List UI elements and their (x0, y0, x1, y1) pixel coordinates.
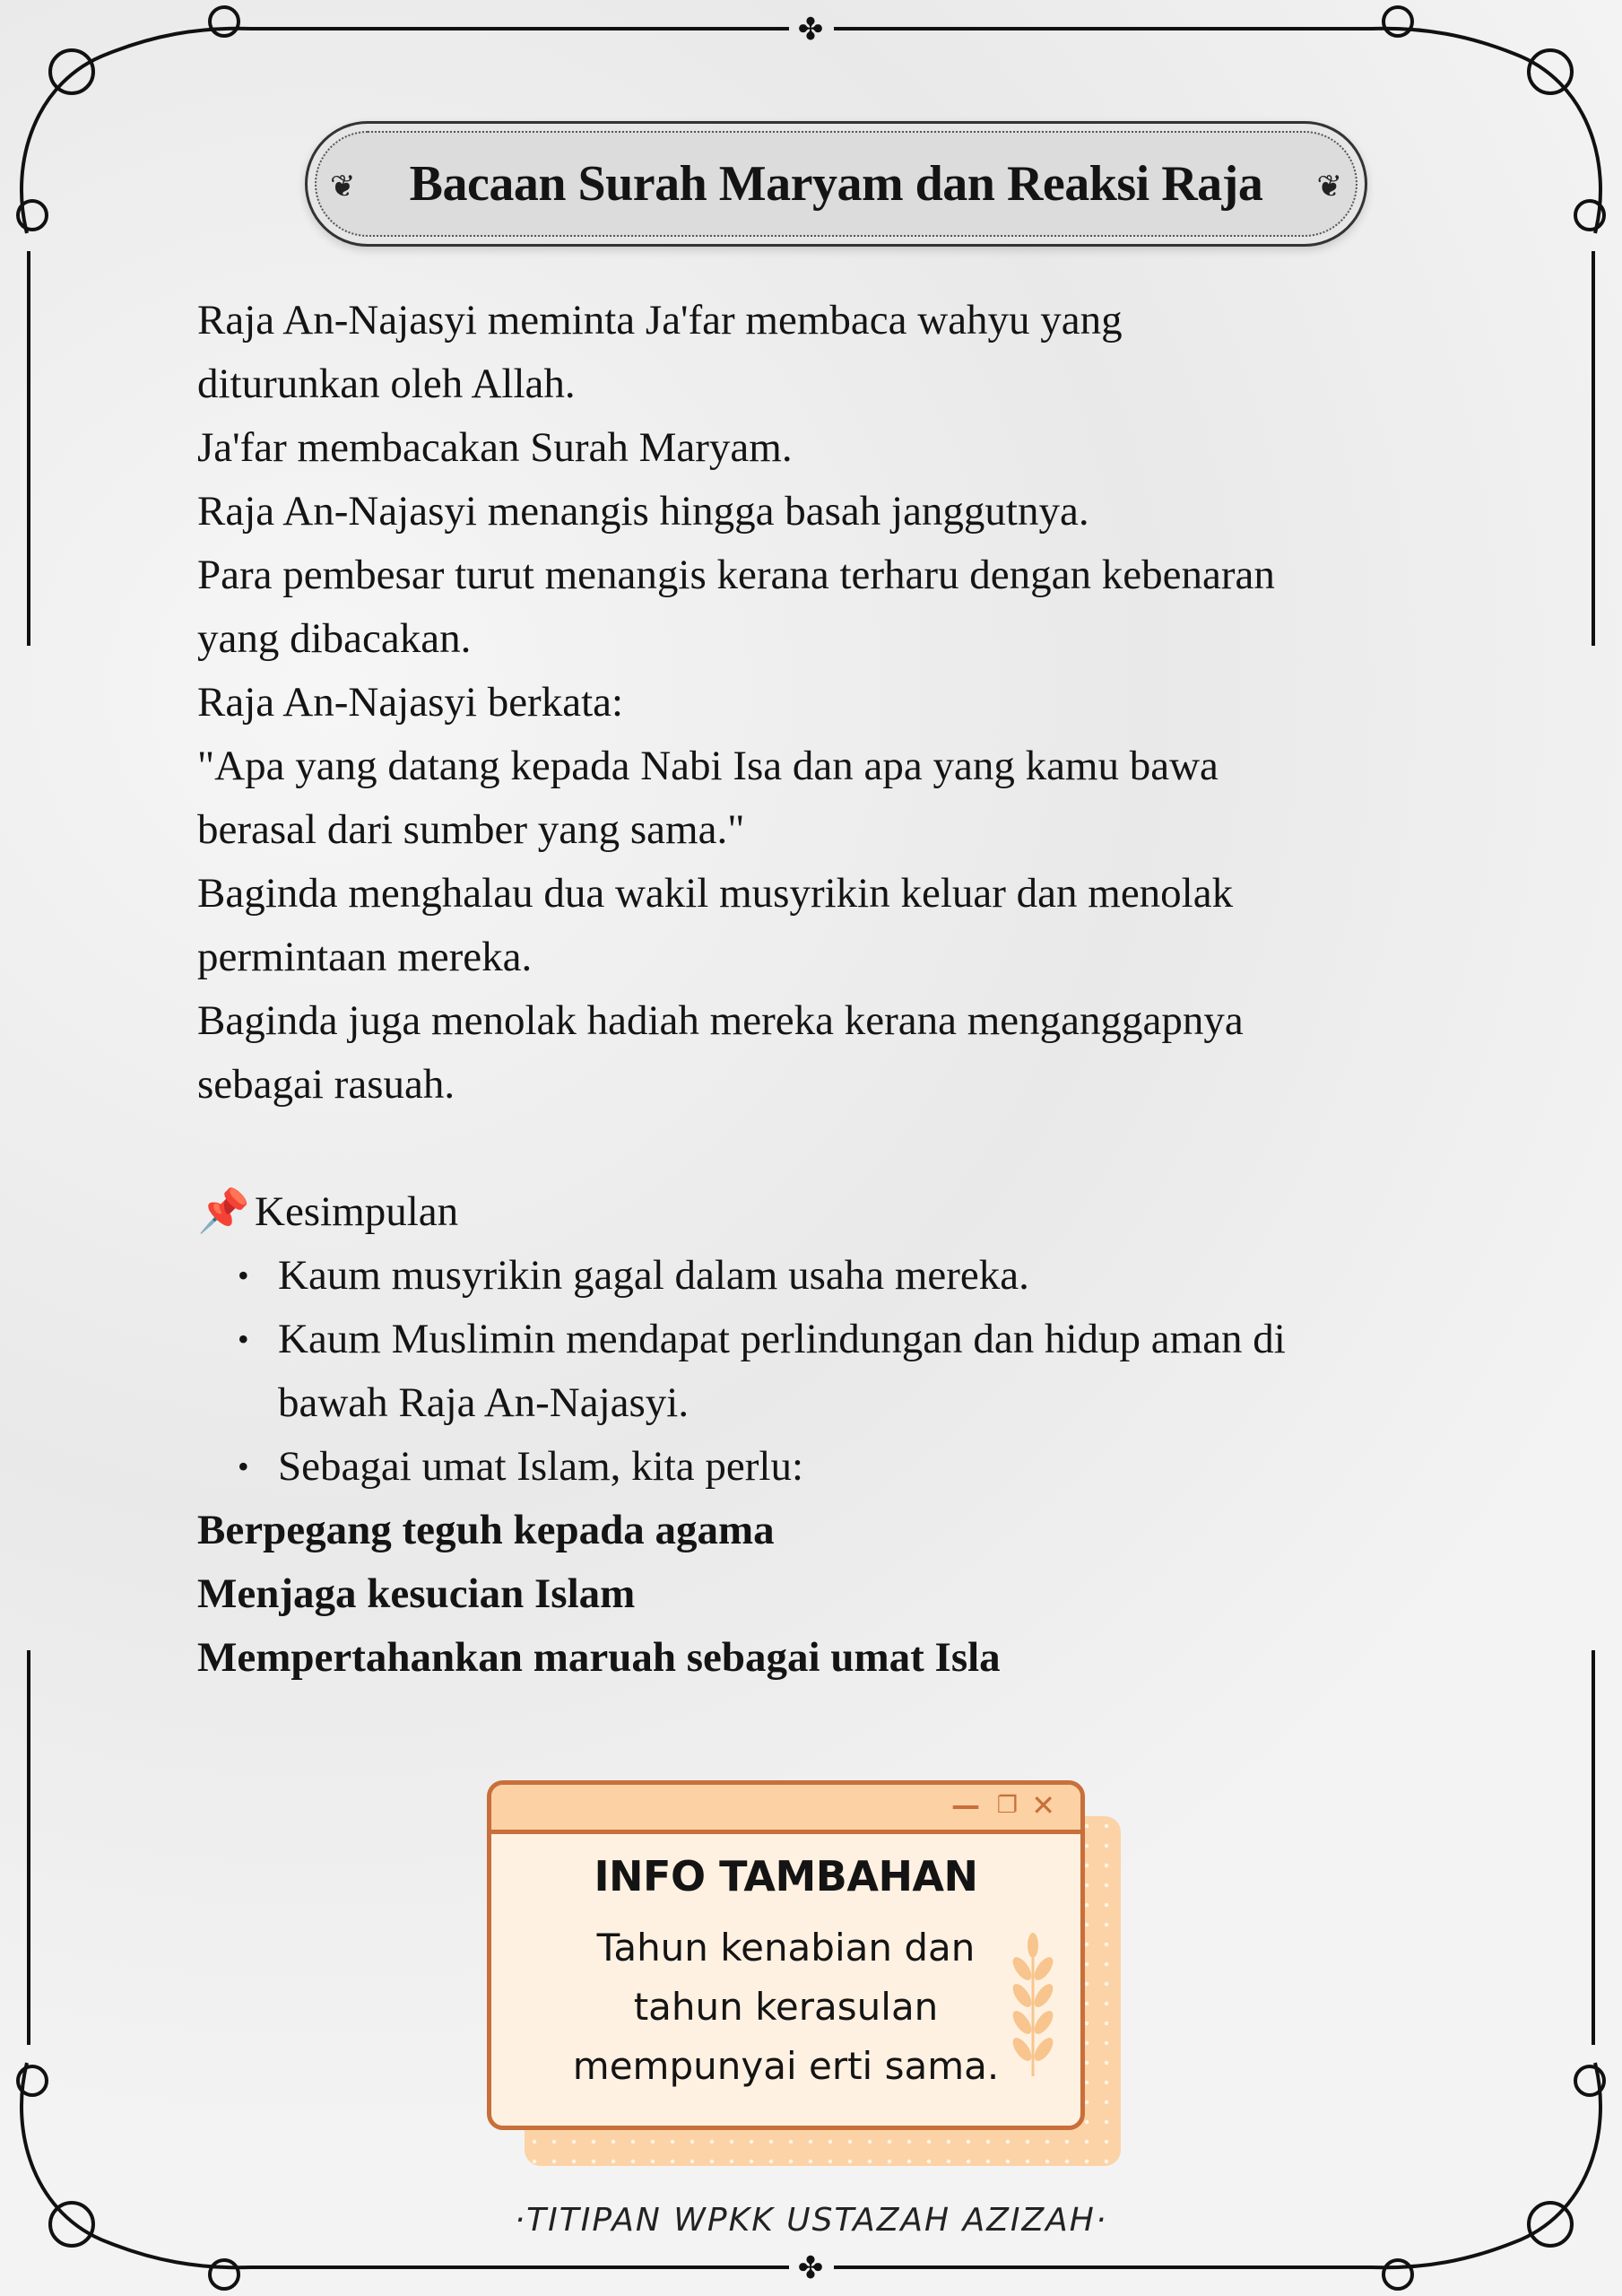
body-line: sebagai rasuah. (197, 1061, 455, 1108)
info-box-titlebar (491, 1785, 1080, 1834)
info-box-title: INFO TAMBAHAN (594, 1852, 978, 1900)
body-line: Baginda juga menolak hadiah mereka kerana menganggapnya (197, 997, 1244, 1044)
body-line: yang dibacakan. (197, 615, 472, 662)
body-line: permintaan mereka. (197, 934, 533, 980)
restore-icon[interactable]: ❐ (996, 1792, 1018, 1819)
info-line: Tahun kenabian dan (596, 1926, 976, 1970)
svg-text:✤: ✤ (797, 13, 824, 47)
body-line: Raja An-Najasyi berkata: (197, 679, 624, 726)
bullet-item (197, 1244, 1286, 1308)
emphasis-line: Mempertahankan maruah sebagai umat Isla (197, 1634, 1001, 1681)
body-line: diturunkan oleh Allah. (197, 361, 576, 407)
bullet-text: Kaum Muslimin mendapat perlindungan dan hidup aman di (278, 1316, 1286, 1362)
body-line: Raja An-Najasyi menangis hingga basah janggutnya. (197, 488, 1089, 535)
minimize-icon[interactable]: — (951, 1788, 980, 1822)
emphasis-line: Berpegang teguh kepada agama (197, 1507, 775, 1553)
wheat-icon (1009, 1933, 1058, 2076)
bullet-item (197, 1308, 1286, 1371)
info-line: mempunyai erti sama. (572, 2044, 1000, 2088)
footer-credit: ·TITIPAN WPKK USTAZAH AZIZAH· (514, 2202, 1108, 2239)
title-banner (305, 121, 1367, 247)
body-line: Raja An-Najasyi meminta Ja'far membaca wahyu yang (197, 297, 1123, 344)
bullet-text: Sebagai umat Islam, kita perlu: (278, 1443, 804, 1490)
info-line: tahun kerasulan (633, 1985, 939, 2029)
page-title: Bacaan Surah Maryam dan Reaksi Raja (409, 156, 1263, 212)
body-line: Ja'far membacakan Surah Maryam. (197, 424, 793, 471)
leaf-icon: ❦ (330, 170, 356, 204)
conclusion-heading: 📌 Kesimpulan (197, 1180, 1286, 1244)
body-line: berasal dari sumber yang sama." (197, 806, 745, 853)
info-box (487, 1780, 1085, 2130)
body-text (197, 289, 1286, 1690)
svg-text:✤: ✤ (797, 2252, 824, 2285)
pushpin-icon: 📌 (197, 1188, 250, 1235)
body-line: "Apa yang datang kepada Nabi Isa dan apa yang kamu bawa (197, 743, 1219, 789)
bullet-text: Kaum musyrikin gagal dalam usaha mereka. (278, 1252, 1029, 1299)
leaf-icon: ❦ (1316, 170, 1342, 204)
bullet-item (197, 1371, 1286, 1435)
bullet-text: bawah Raja An-Najasyi. (278, 1379, 690, 1426)
emphasis-line: Menjaga kesucian Islam (197, 1570, 636, 1617)
body-line: Baginda menghalau dua wakil musyrikin keluar dan menolak (197, 870, 1234, 917)
bullet-item (197, 1435, 1286, 1499)
close-icon[interactable]: ✕ (1031, 1788, 1055, 1822)
info-box-body (491, 1918, 1080, 2096)
body-line: Para pembesar turut menangis kerana terharu dengan kebenaran (197, 552, 1275, 598)
